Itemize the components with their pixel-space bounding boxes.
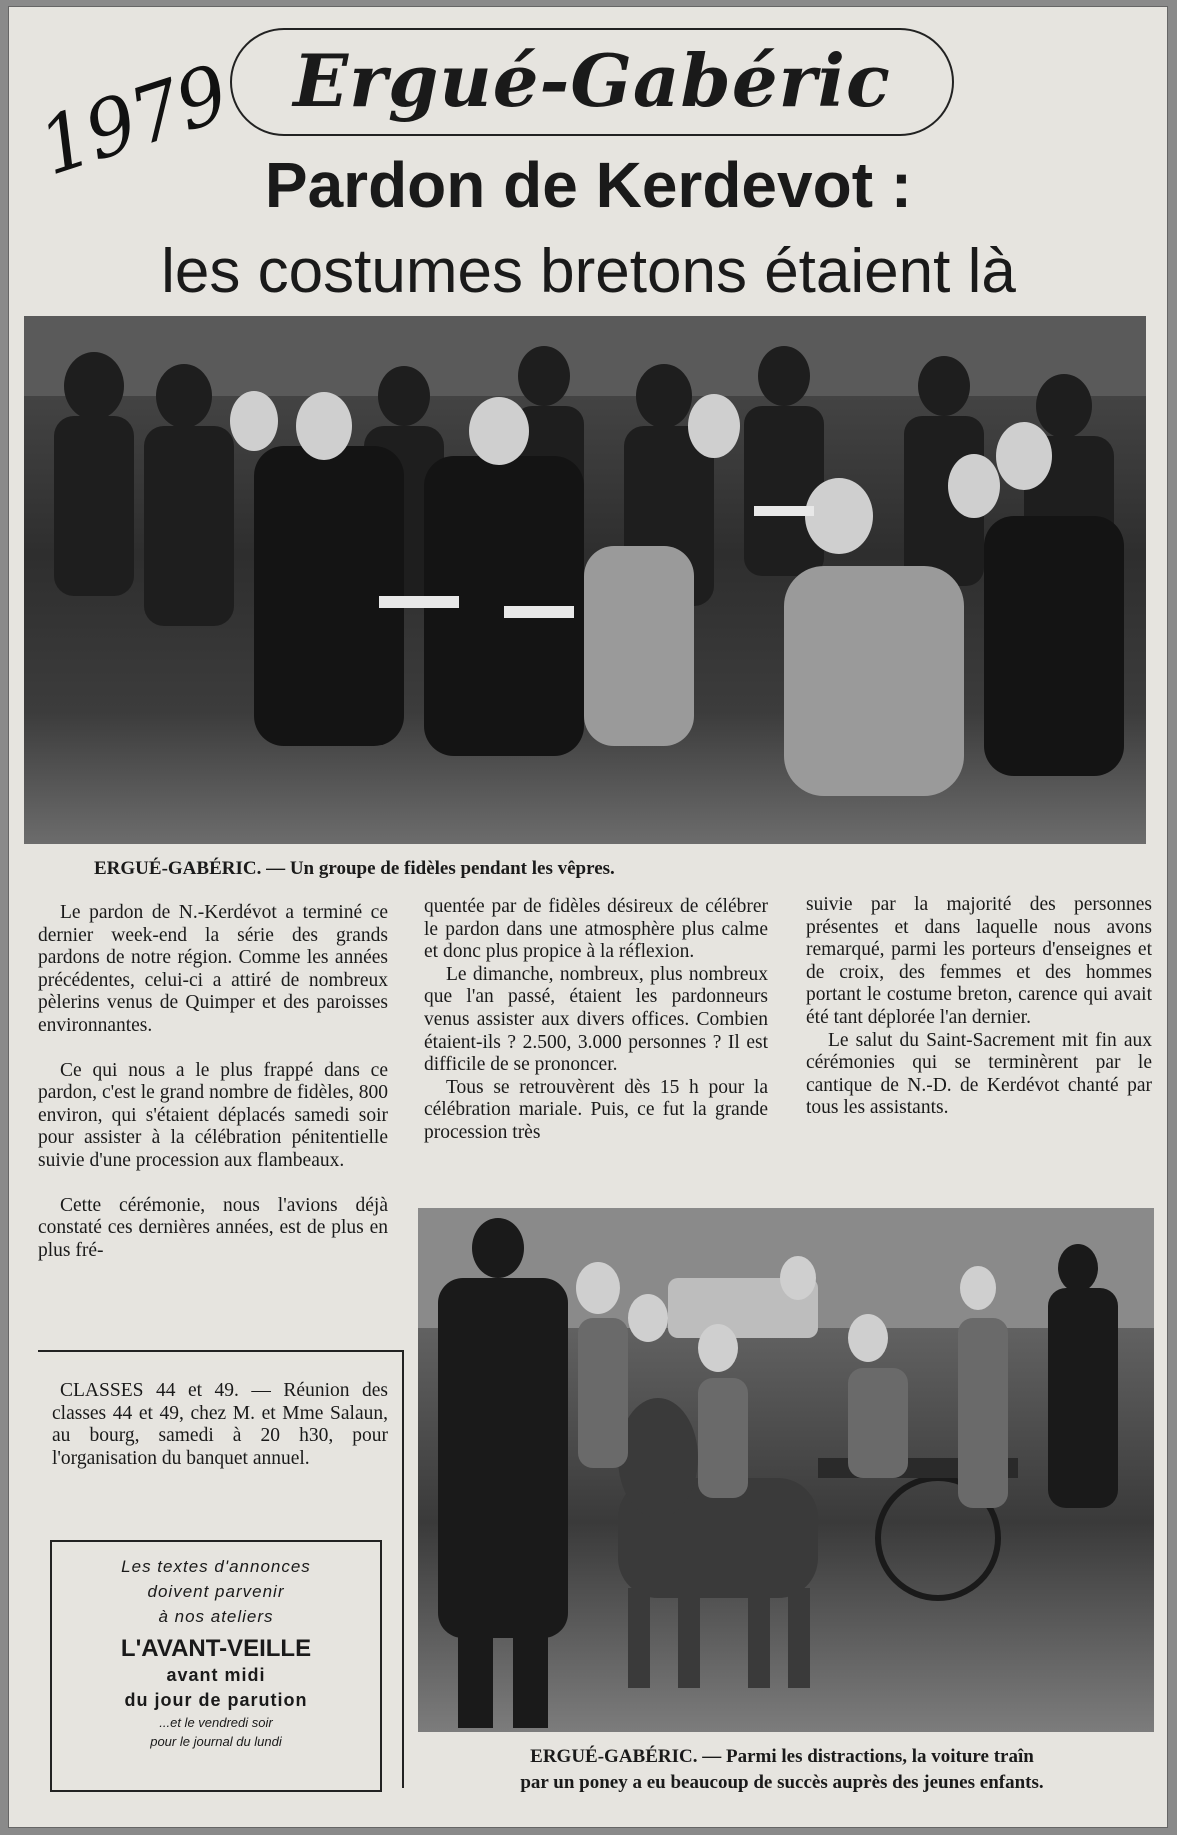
paragraph: Cette cérémonie, nous l'avions déjà constaté ces dernières années, est de plus en plus fré- <box>38 1194 388 1261</box>
divider <box>38 1350 404 1352</box>
notice-text: CLASSES 44 et 49. — Réunion des classes 44 et 49, chez M. et Mme Salaun, au bourg, samedi à 20 h30, pour l'organisation du banquet annuel. <box>52 1380 388 1469</box>
photo1-caption: ERGUÉ-GABÉRIC. — Un groupe de fidèles pendant les vêpres. <box>94 858 615 879</box>
paragraph: Le salut du Saint-Sacrement mit fin aux cérémonies qui se terminèrent par le cantique de N.-D. de Kerdévot chanté par tous les assistants. <box>806 1029 1152 1119</box>
paragraph: quentée par de fidèles désireux de célébrer le pardon dans une atmosphère plus calme et donc plus propice à la réflexion. <box>424 896 768 963</box>
article-column-3 <box>806 894 1152 1120</box>
paragraph: Tous se retrouvèrent dès 15 h pour la célébration mariale. Puis, ce fut la grande procession très <box>424 1076 768 1143</box>
ad-line: pour le journal du lundi <box>150 1734 282 1749</box>
paragraph: Le pardon de N.-Kerdévot a terminé ce dernier week-end la série des grands pardons de notre région. Comme les années précédentes, celui-ci a attiré de nombreux pèlerins venus de Quimper et des paroisses environnantes. <box>38 902 388 1036</box>
paragraph: Ce qui nous a le plus frappé dans ce pardon, c'est le grand nombre de fidèles, 800 environ, qui s'étaient déplacés samedi soir pour assister à la célébration pénitentielle suivie d'une procession aux flambeaux. <box>38 1059 388 1171</box>
congregation-photo-art <box>24 316 1146 844</box>
headline: Pardon de Kerdevot : <box>264 149 913 221</box>
ad-line: Les textes d'annonces <box>121 1557 311 1576</box>
divider <box>402 1350 404 1788</box>
handwritten-year: 1979 <box>28 48 238 194</box>
photo2-caption <box>432 1744 1132 1796</box>
article-column-2 <box>424 896 768 1145</box>
photo-congregation <box>24 316 1146 844</box>
ad-line: avant midi <box>166 1665 266 1685</box>
caption-line: ERGUÉ-GABÉRIC. — Parmi les distractions, la voiture traîn <box>530 1746 1034 1767</box>
ad-line: ...et le vendredi soir <box>159 1715 273 1730</box>
ad-line: doivent parvenir <box>147 1582 285 1601</box>
ad-line: à nos ateliers <box>158 1607 274 1626</box>
subheadline: les costumes bretons étaient là <box>161 237 1016 306</box>
photo-pony-cart <box>418 1208 1154 1732</box>
ad-line: du jour de parution <box>124 1690 308 1710</box>
classes-notice <box>52 1380 388 1470</box>
caption-line: par un poney a eu beaucoup de succès auprès des jeunes enfants. <box>520 1772 1044 1793</box>
paragraph: Le dimanche, nombreux, plus nombreux que l'an passé, étaient les pardonneurs venus assister aux divers offices. Combien étaient-ils ? 2.500, 3.000 personnes ? Il est difficile de se prononcer. <box>424 963 768 1076</box>
ad-line: L'AVANT-VEILLE <box>120 1635 312 1662</box>
paragraph: suivie par la majorité des personnes présentes et dans laquelle nous avons remarqué, parmi les porteurs d'enseignes et de croix, des femmes et des hommes portant le costume breton, carence qui avait été tant déplorée l'an dernier. <box>806 894 1152 1028</box>
article-column-1 <box>38 902 388 1262</box>
announcement-box <box>50 1540 382 1792</box>
pony-cart-photo-art <box>418 1208 1154 1732</box>
kicker-title: Ergué-Gabéric <box>230 28 954 136</box>
